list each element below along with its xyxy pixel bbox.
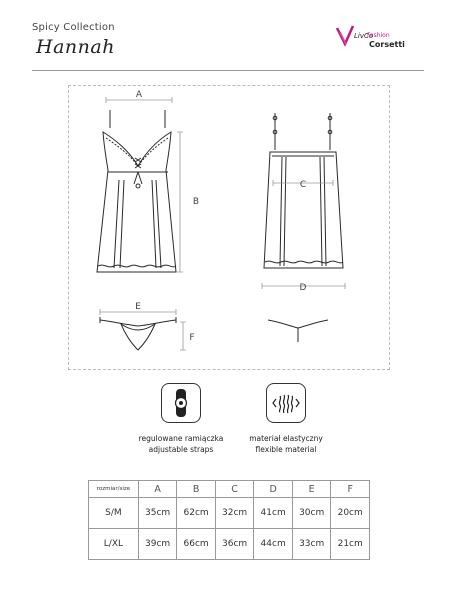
chemise-back-drawing <box>264 113 343 268</box>
column-header-c: C <box>215 481 254 498</box>
label-a: A <box>135 90 143 100</box>
feature-adjustable-straps <box>123 383 239 455</box>
column-header-f: F <box>331 481 370 498</box>
brand-name-part2: Fashion <box>367 32 390 39</box>
thong-back-drawing <box>268 320 328 342</box>
table-cell: 62cm <box>177 498 216 529</box>
table-cell: 21cm <box>331 529 370 560</box>
elastic-material-icon <box>266 383 306 423</box>
table-cell: 39cm <box>138 529 177 560</box>
table-cell: 41cm <box>254 498 293 529</box>
column-header-e: E <box>292 481 331 498</box>
label-d: D <box>299 283 307 293</box>
table-row <box>89 529 370 560</box>
size-table <box>88 480 370 560</box>
feature-label-en: adjustable straps <box>148 445 214 454</box>
brand-name-part3: Corsetti <box>369 40 405 49</box>
feature-label-pl: materiał elastyczny <box>249 434 323 443</box>
label-f: F <box>189 333 195 343</box>
table-cell: 20cm <box>331 498 370 529</box>
table-cell: 44cm <box>254 529 293 560</box>
table-cell: 32cm <box>215 498 254 529</box>
table-cell: 30cm <box>292 498 331 529</box>
adjustable-strap-icon <box>161 383 201 423</box>
collection-title: Spicy Collection <box>32 22 115 33</box>
column-header-d: D <box>254 481 293 498</box>
label-c: C <box>299 180 307 190</box>
table-cell: 66cm <box>177 529 216 560</box>
thong-front-drawing <box>100 317 176 350</box>
column-header-b: B <box>177 481 216 498</box>
label-b: B <box>192 197 200 207</box>
brand-name-part1: LivCo <box>354 32 374 40</box>
size-table-header <box>89 481 370 498</box>
table-cell: 36cm <box>215 529 254 560</box>
size-table-corner: rozmiar/size <box>89 481 139 498</box>
size-label: L/XL <box>89 529 139 560</box>
feature-label-pl: regulowane ramiączka <box>138 434 224 443</box>
table-cell: 33cm <box>292 529 331 560</box>
feature-label-en: flexible material <box>255 445 317 454</box>
size-label: S/M <box>89 498 139 529</box>
table-cell: 35cm <box>138 498 177 529</box>
table-row <box>89 498 370 529</box>
label-e: E <box>135 302 141 312</box>
column-header-a: A <box>138 481 177 498</box>
product-name: Hannah <box>36 36 115 58</box>
chemise-front-drawing <box>97 110 176 272</box>
feature-flexible-material <box>228 383 344 455</box>
